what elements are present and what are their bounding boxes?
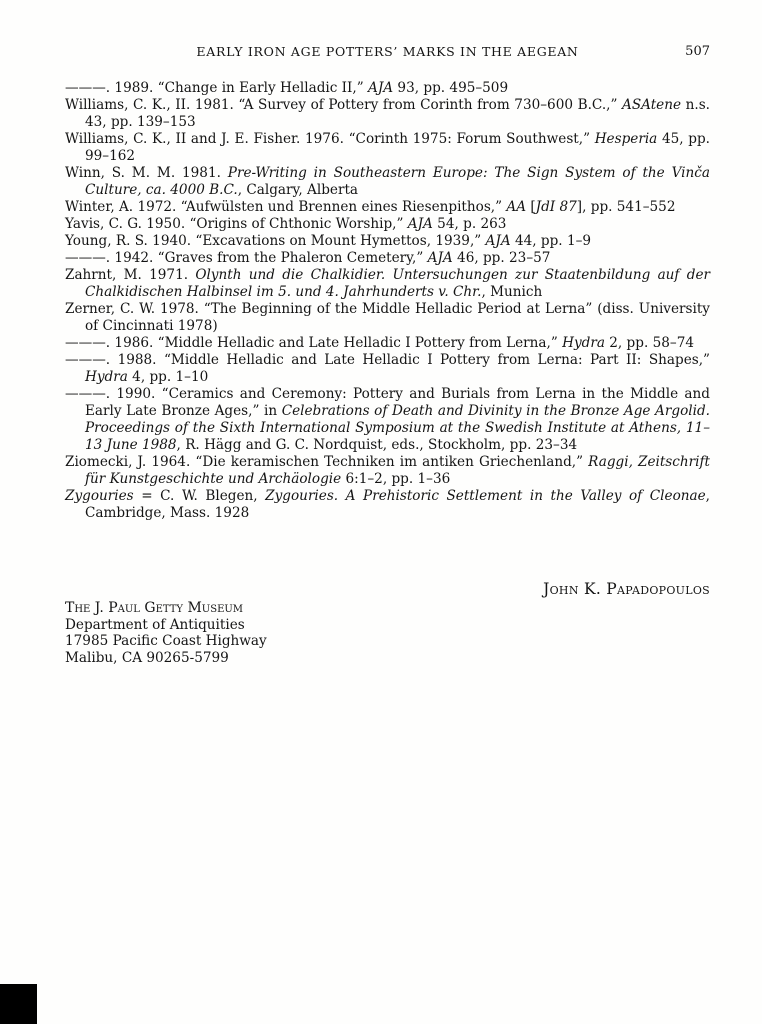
bib-text-segment: ———. 1989. “Change in Early Helladic II,” bbox=[65, 80, 369, 96]
bib-text-segment: , Munich bbox=[481, 284, 543, 300]
bib-text-segment: 93, pp. 495–509 bbox=[393, 80, 509, 96]
bib-text-segment: 45, pp. 99–162 bbox=[85, 131, 710, 164]
bibliography-entry bbox=[65, 454, 710, 488]
bib-text-segment: ———. 1990. “Ceramics and Ceremony: Pottery and Burials from Lerna in the Middle and Early Late Bronze Ages,” in bbox=[65, 386, 710, 419]
bib-italic-segment: Raggi, Zeitschrift für Kunstgeschichte und Archäologie bbox=[85, 454, 710, 487]
bib-italic-segment: Celebrations of Death and Divinity in the Bronze Age Argolid. Proceedings of the Sixth International Symposium at the Swedish Institute at Athens, 11–13 June 1988 bbox=[85, 403, 710, 453]
bib-text-segment: 6:1–2, pp. 1–36 bbox=[341, 471, 451, 487]
bib-text-segment: ———. 1986. “Middle Helladic and Late Helladic I Pottery from Lerna,” bbox=[65, 335, 563, 351]
affiliation-department: Department of Antiquities bbox=[65, 616, 245, 633]
bibliography-entry bbox=[65, 386, 710, 454]
bibliography-entry bbox=[65, 131, 710, 165]
bib-text-segment: , R. Hägg and G. C. Nordquist, eds., Stockholm, pp. 23–34 bbox=[176, 437, 578, 453]
bib-text-segment: Young, R. S. 1940. “Excavations on Mount Hymettos, 1939,” bbox=[65, 233, 486, 249]
bib-italic-segment: Hydra bbox=[562, 335, 605, 351]
bib-text-segment: Winn, S. M. M. 1981. bbox=[65, 165, 228, 181]
author-signature: John K. Papadopoulos bbox=[543, 580, 710, 598]
running-head-title: EARLY IRON AGE POTTERS’ MARKS IN THE AEGEAN bbox=[196, 44, 579, 59]
bib-italic-segment: Zygouries. A Prehistoric Settlement in the Valley of Cleonae bbox=[265, 488, 706, 504]
affiliation-institution: The J. Paul Getty Museum bbox=[65, 600, 244, 616]
bib-italic-segment: AA bbox=[506, 199, 527, 215]
bib-italic-segment: AJA bbox=[407, 216, 433, 232]
bib-italic-segment: AJA bbox=[368, 80, 394, 96]
bibliography-entry bbox=[65, 97, 710, 131]
bibliography-entry bbox=[65, 165, 710, 199]
author-affiliation bbox=[65, 600, 710, 666]
bib-italic-segment: AJA bbox=[427, 250, 453, 266]
bib-italic-segment: Zygouries bbox=[65, 488, 134, 504]
bibliography-entry bbox=[65, 267, 710, 301]
bib-text-segment: Yavis, C. G. 1950. “Origins of Chthonic Worship,” bbox=[65, 216, 408, 232]
bib-text-segment: , Calgary, Alberta bbox=[237, 182, 359, 198]
bib-text-segment: Williams, C. K., II. 1981. “A Survey of Pottery from Corinth from 730–600 B.C.,” bbox=[65, 97, 623, 113]
bib-italic-segment: Pre-Writing in Southeastern Europe: The Sign System of the Vinča Culture, ca. 4000 B.C. bbox=[85, 165, 710, 198]
page-number: 507 bbox=[685, 44, 710, 59]
bib-text-segment: 46, pp. 23–57 bbox=[452, 250, 551, 266]
bib-text-segment: Zerner, C. W. 1978. “The Beginning of the Middle Helladic Period at Lerna” (diss. University of Cincinnati 1978) bbox=[65, 301, 710, 334]
bibliography-entry bbox=[65, 199, 710, 216]
bib-text-segment: Ziomecki, J. 1964. “Die keramischen Techniken im antiken Griechenland,” bbox=[65, 454, 589, 470]
scan-corner-mark bbox=[0, 984, 37, 1024]
bib-text-segment: 54, p. 263 bbox=[432, 216, 507, 232]
bib-text-segment: ———. 1942. “Graves from the Phaleron Cemetery,” bbox=[65, 250, 428, 266]
bibliography-entry bbox=[65, 233, 710, 250]
bibliography-entry bbox=[65, 352, 710, 386]
bib-text-segment: = C. W. Blegen, bbox=[133, 488, 266, 504]
bibliography-entry bbox=[65, 250, 710, 267]
bib-text-segment: 4, pp. 1–10 bbox=[127, 369, 209, 385]
bib-text-segment: , Cambridge, Mass. 1928 bbox=[85, 488, 710, 521]
bibliography-entry bbox=[65, 80, 710, 97]
bib-italic-segment: Hydra bbox=[85, 369, 128, 385]
bibliography-entry bbox=[65, 335, 710, 352]
bib-text-segment: 2, pp. 58–74 bbox=[604, 335, 694, 351]
bib-text-segment: ———. 1988. “Middle Helladic and Late Helladic I Pottery from Lerna: Part II: Shapes,” bbox=[65, 352, 710, 368]
bib-italic-segment: JdI 87 bbox=[535, 199, 577, 215]
bib-text-segment: n.s. 43, pp. 139–153 bbox=[85, 97, 710, 130]
bibliography-entry bbox=[65, 216, 710, 233]
bib-text-segment: Winter, A. 1972. “Aufwülsten und Brennen eines Riesenpithos,” bbox=[65, 199, 507, 215]
bib-italic-segment: Olynth und die Chalkidier. Untersuchungen zur Staatenbildung auf der Chalkidischen Halbinsel im 5. und 4. Jahrhunderts v. Chr. bbox=[85, 267, 710, 300]
bib-italic-segment: AJA bbox=[485, 233, 511, 249]
affiliation-city: Malibu, CA 90265-5799 bbox=[65, 649, 229, 666]
bib-text-segment: 44, pp. 1–9 bbox=[510, 233, 592, 249]
bibliography-entry bbox=[65, 488, 710, 522]
bib-text-segment: Williams, C. K., II and J. E. Fisher. 1976. “Corinth 1975: Forum Southwest,” bbox=[65, 131, 595, 147]
bibliography-list bbox=[65, 80, 710, 522]
bib-text-segment: Zahrnt, M. 1971. bbox=[65, 267, 196, 283]
bibliography-entry bbox=[65, 301, 710, 335]
affiliation-street: 17985 Pacific Coast Highway bbox=[65, 633, 267, 649]
bib-italic-segment: Hesperia bbox=[594, 131, 658, 147]
bib-text-segment: ], pp. 541–552 bbox=[576, 199, 676, 215]
bib-italic-segment: ASAtene bbox=[622, 97, 682, 113]
page-header bbox=[65, 44, 710, 59]
bib-text-segment: [ bbox=[526, 199, 536, 215]
